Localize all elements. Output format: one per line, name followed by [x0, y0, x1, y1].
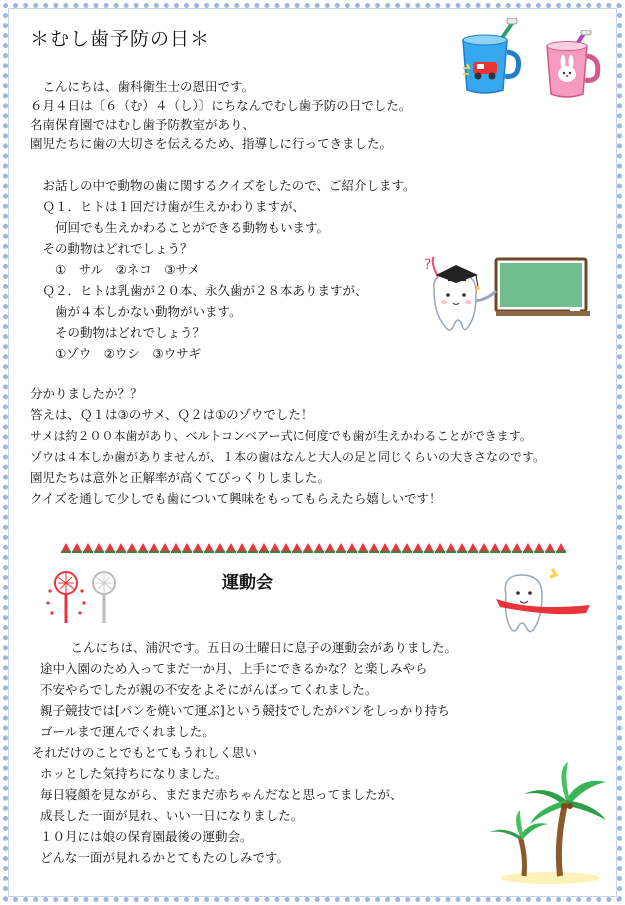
watermelon-rind: [391, 551, 401, 553]
watermelon-rind: [204, 551, 214, 553]
watermelon-rind: [534, 551, 544, 553]
watermelon-slice: [336, 543, 346, 552]
watermelon-rind: [479, 551, 489, 553]
watermelon-rind: [556, 551, 566, 553]
watermelon-slice: [127, 543, 137, 552]
watermelon-rind: [215, 551, 225, 553]
watermelon-slice: [435, 543, 445, 552]
watermelon-slice: [369, 543, 379, 552]
watermelon-slice: [380, 543, 390, 552]
s1-line-10: Ｑ２．ヒトは乳歯が２０本、永久歯が２８本ありますが、: [30, 283, 368, 298]
watermelon-slice: [545, 543, 555, 552]
watermelon-slice: [358, 543, 368, 552]
watermelon-rind: [72, 551, 82, 553]
watermelon-rind: [281, 551, 291, 553]
pink-cup-icon: [543, 30, 607, 102]
watermelon-slice: [248, 543, 258, 552]
watermelon-slice: [105, 543, 115, 552]
watermelon-slice: [501, 543, 511, 552]
watermelon-slice: [512, 543, 522, 552]
watermelon-slice: [556, 543, 566, 552]
watermelon-rind: [446, 551, 456, 553]
watermelon-rind: [292, 551, 302, 553]
watermelon-slice: [182, 543, 192, 552]
s2-line-7: ホッとした気持ちになりました。: [40, 766, 228, 781]
watermelon-rind: [380, 551, 390, 553]
watermelon-rind: [325, 551, 335, 553]
watermelon-rind: [226, 551, 236, 553]
watermelon-slice: [303, 543, 313, 552]
tooth-teacher-chalkboard-illustration: [420, 255, 600, 345]
s1-line-16: サメは約２００本歯があり、ベルトコンベアー式に何度でも歯が生えかわることができます。: [30, 429, 532, 443]
watermelon-rind: [160, 551, 170, 553]
watermelon-rind: [490, 551, 500, 553]
watermelon-slice: [523, 543, 533, 552]
watermelon-slice: [215, 543, 225, 552]
watermelon-slice: [171, 543, 181, 552]
watermelon-slice: [226, 543, 236, 552]
watermelon-slice: [424, 543, 434, 552]
s1-line-1: こんにちは、歯科衛生士の恩田です。: [30, 79, 255, 94]
watermelon-rind: [402, 551, 412, 553]
watermelon-slice: [204, 543, 214, 552]
watermelon-slice: [83, 543, 93, 552]
watermelon-slice: [149, 543, 159, 552]
s1-line-15: 答えは、Ｑ１は③のサメ、Ｑ２は①のゾウでした！: [30, 407, 314, 422]
s1-line-11: 歯が４本しかない動物がいます。: [30, 304, 242, 319]
watermelon-rind: [545, 551, 555, 553]
watermelon-rind: [523, 551, 533, 553]
s1-line-9: ① サル ②ネコ ③サメ: [30, 262, 200, 277]
watermelon-rind: [149, 551, 159, 553]
watermelon-rind: [303, 551, 313, 553]
s2-line-11: どんな一面が見れるかとてもたのしみです。: [40, 850, 290, 865]
watermelon-rind: [336, 551, 346, 553]
watermelon-slice: [72, 543, 82, 552]
s1-line-7: 何回でも生えかわることができる動物もいます。: [30, 220, 330, 235]
watermelon-slice: [270, 543, 280, 552]
watermelon-rind: [457, 551, 467, 553]
s1-line-2: ６月４日は〔６（む）４（し）〕にちなんでむし歯予防の日でした。: [30, 98, 412, 113]
watermelon-rind: [468, 551, 478, 553]
s1-line-19: クイズを通して少しでも歯について興味をもってもらえたら嬉しいです！: [30, 491, 442, 506]
s2-line-9: 成長した一面が見れ、いい一日になりました。: [40, 808, 304, 823]
watermelon-slice: [534, 543, 544, 552]
s1-line-6: Ｑ１．ヒトは１回だけ歯が生えかわりますが、: [30, 199, 306, 214]
watermelon-rind: [347, 551, 357, 553]
watermelon-rind: [171, 551, 181, 553]
s1-line-13: ①ゾウ ②ウシ ③ウサギ: [30, 346, 202, 361]
watermelon-rind: [512, 551, 522, 553]
watermelon-divider: [60, 540, 570, 554]
watermelon-rind: [270, 551, 280, 553]
s2-line-6: それだけのことでもとてもうれしく思い: [32, 745, 258, 760]
watermelon-slice: [490, 543, 500, 552]
s1-line-8: その動物はどれでしょう？: [30, 241, 193, 256]
watermelon-slice: [292, 543, 302, 552]
s2-line-10: １０月には娘の保育園最後の運動会。: [40, 829, 253, 844]
s1-line-5: お話しの中で動物の歯に関するクイズをしたので、ご紹介します。: [30, 178, 416, 193]
s2-line-8: 毎日寝顔を見ながら、まだまだ赤ちゃんだなと思ってましたが、: [40, 787, 403, 802]
watermelon-slice: [402, 543, 412, 552]
s2-line-3: 不安やらでしたが親の不安をよそにがんばってくれました。: [40, 682, 378, 697]
s2-line-5: ゴールまで運んでくれました。: [40, 724, 215, 739]
watermelon-slice: [94, 543, 104, 552]
watermelon-slice: [413, 543, 423, 552]
watermelon-rind: [413, 551, 423, 553]
watermelon-slice: [479, 543, 489, 552]
section2-title: 運動会: [222, 573, 273, 593]
section1-title: ＊むし歯予防の日＊: [30, 28, 211, 50]
watermelon-slice: [347, 543, 357, 552]
watermelon-slice: [237, 543, 247, 552]
watermelon-rind: [127, 551, 137, 553]
watermelon-rind: [259, 551, 269, 553]
s1-line-3: 名南保育園ではむし歯予防教室があり、: [30, 117, 256, 132]
watermelon-slice: [138, 543, 148, 552]
s2-line-4: 親子競技では[パンを焼いて運ぶ]という競技でしたがパンをしっかり持ち: [40, 703, 450, 718]
watermelon-slice: [457, 543, 467, 552]
watermelon-rind: [424, 551, 434, 553]
watermelon-rind: [435, 551, 445, 553]
watermelon-slice: [193, 543, 203, 552]
s1-line-4: 園児たちに歯の大切さを伝えるため、指導しに行ってきました。: [30, 136, 393, 151]
watermelon-slice: [446, 543, 456, 552]
s1-line-17: ゾウは４本しか歯がありませんが、１本の歯はなんと大人の足と同じくらいの大きさなのです。: [30, 450, 546, 464]
watermelon-rind: [83, 551, 93, 553]
watermelon-rind: [105, 551, 115, 553]
running-tooth-illustration: [492, 565, 592, 640]
watermelon-slice: [116, 543, 126, 552]
s2-line-1: こんにちは、浦沢です。五日の土曜日に息子の運動会がありました。: [58, 640, 458, 655]
watermelon-rind: [61, 551, 71, 553]
watermelon-rind: [193, 551, 203, 553]
watermelon-rind: [369, 551, 379, 553]
watermelon-rind: [358, 551, 368, 553]
watermelon-slice: [468, 543, 478, 552]
sports-racket-icon: [44, 565, 124, 627]
watermelon-rind: [116, 551, 126, 553]
watermelon-slice: [259, 543, 269, 552]
watermelon-slice: [61, 543, 71, 552]
watermelon-rind: [314, 551, 324, 553]
watermelon-rind: [182, 551, 192, 553]
watermelon-slice: [314, 543, 324, 552]
palm-trees-illustration: [490, 760, 610, 885]
s1-line-14: 分かりましたか？？: [30, 386, 143, 401]
watermelon-rind: [138, 551, 148, 553]
watermelon-slice: [391, 543, 401, 552]
watermelon-slice: [281, 543, 291, 552]
svg-text:?: ?: [424, 257, 432, 273]
watermelon-rind: [248, 551, 258, 553]
s2-line-2: 途中入園のため入ってまだ一か月、上手にできるかな？と楽しみやら: [40, 661, 428, 676]
s1-line-18: 園児たちは意外と正解率が高くてびっくりしました。: [30, 470, 331, 485]
watermelon-rind: [501, 551, 511, 553]
blue-cup-icon: [455, 18, 530, 98]
s1-line-12: その動物はどれでしょう？: [30, 325, 206, 340]
watermelon-rind: [237, 551, 247, 553]
watermelon-slice: [325, 543, 335, 552]
watermelon-rind: [94, 551, 104, 553]
watermelon-slice: [160, 543, 170, 552]
